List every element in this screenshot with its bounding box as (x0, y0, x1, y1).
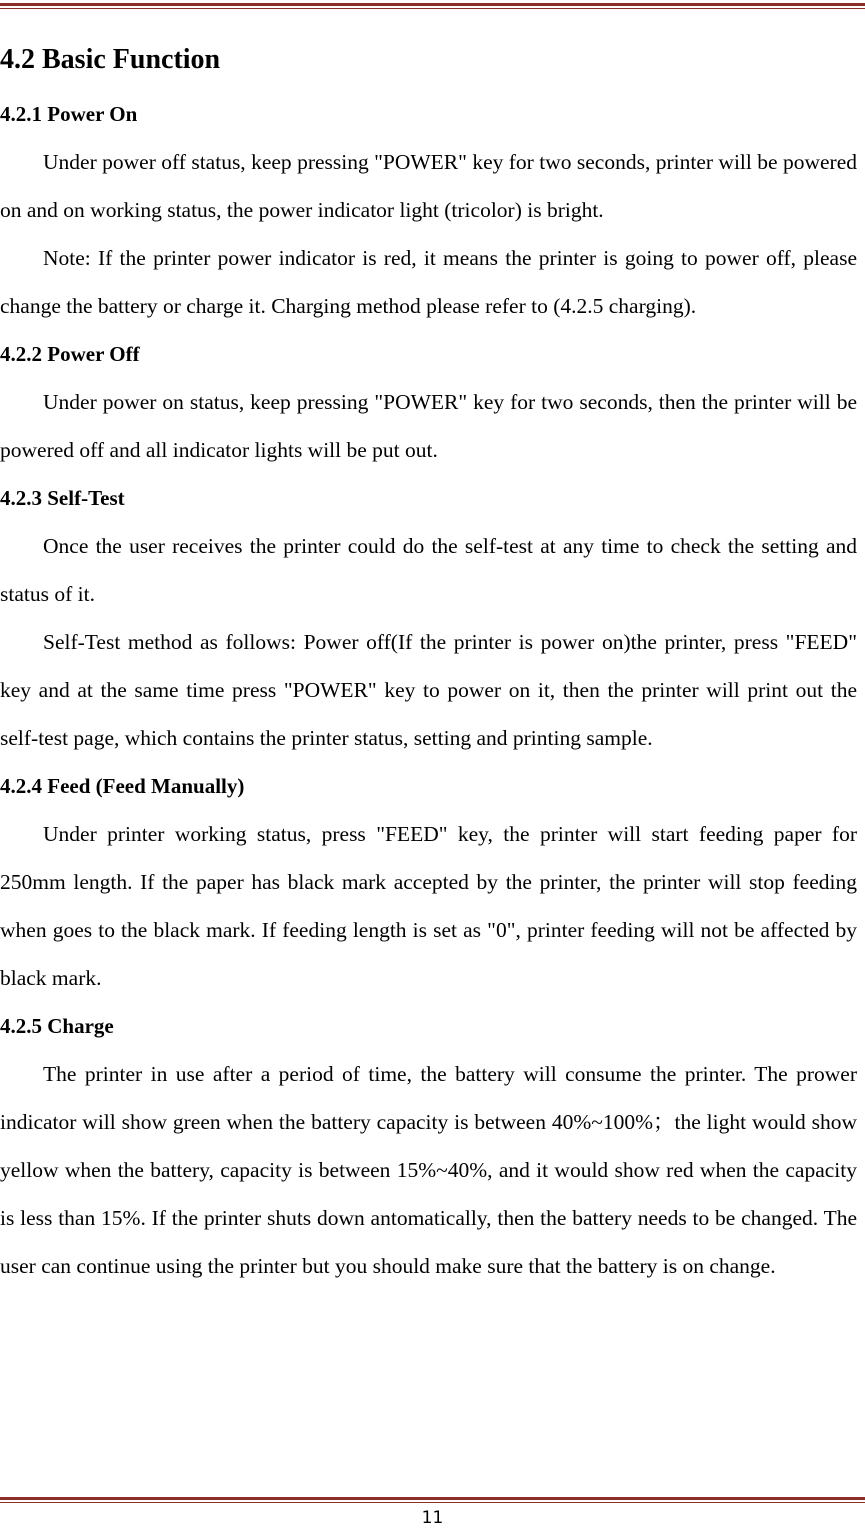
page-number: 11 (421, 1508, 444, 1528)
paragraph: Note: If the printer power indicator is red, it means the printer is going to power off, please change the battery or charge it. Charging method please refer to (4.2.5 charging). (0, 246, 857, 318)
footer-rule (0, 1497, 865, 1503)
paragraph: The printer in use after a period of time, the battery will consume the printer. The prower indicator will show green when the battery capacity is between 40%~100%；the light would show yellow when the battery, capacity is between 15%~40%, and it would show red when the capacity is less than 15%. If the printer shuts down antomatically, then the battery needs to be changed. The user can continue using the printer but you should make sure that the battery is on change. (0, 1062, 857, 1278)
section-title-charge: 4.2.5 Charge (0, 1014, 114, 1038)
section-title-power-on: 4.2.1 Power On (0, 102, 138, 126)
paragraph: Once the user receives the printer could do the self-test at any time to check the setting and status of it. (0, 534, 857, 606)
paragraph: Under power on status, keep pressing "POWER" key for two seconds, then the printer will be powered off and all indicator lights will be put out. (0, 390, 857, 462)
paragraph: Under printer working status, press "FEED" key, the printer will start feeding paper for 250mm length. If the paper has black mark accepted by the printer, the printer will stop feeding when goes to the black mark. If feeding length is set as "0", printer feeding will not be affected by black mark. (0, 822, 857, 990)
header-rule (0, 3, 865, 9)
document-body (0, 30, 857, 1290)
page-title: 4.2 Basic Function (0, 44, 221, 75)
paragraph: Self-Test method as follows: Power off(If the printer is power on)the printer, press "FEED" key and at the same time press "POWER" key to power on it, then the printer will print out the self-test page, which contains the printer status, setting and printing sample. (0, 630, 857, 750)
section-title-feed: 4.2.4 Feed (Feed Manually) (0, 774, 245, 798)
section-title-self-test: 4.2.3 Self-Test (0, 486, 125, 510)
section-title-power-off: 4.2.2 Power Off (0, 342, 140, 366)
paragraph: Under power off status, keep pressing "POWER" key for two seconds, printer will be powered on and on working status, the power indicator light (tricolor) is bright. (0, 150, 857, 222)
